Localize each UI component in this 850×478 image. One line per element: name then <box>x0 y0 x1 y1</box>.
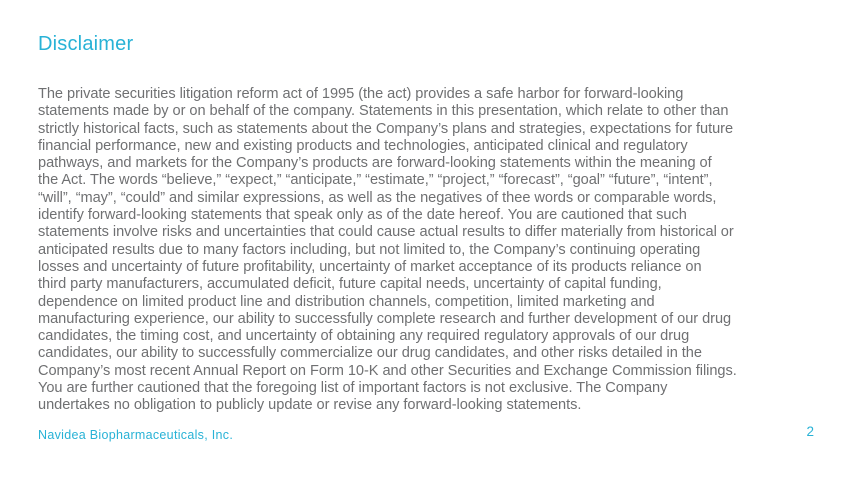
disclaimer-paragraph <box>38 86 832 415</box>
disclaimer-line: strictly historical facts, such as statements about the Company’s plans and strategies, expectations for future <box>38 120 734 137</box>
disclaimer-line: financial performance, new and existing products and technologies, anticipated clinical and regulatory <box>38 137 688 154</box>
page-number: 2 <box>806 424 814 439</box>
disclaimer-line: losses and uncertainty of future profitability, uncertainty of market acceptance of its products reliance on <box>38 258 702 275</box>
slide-title: Disclaimer <box>38 33 134 55</box>
disclaimer-line: statements made by or on behalf of the company. Statements in this presentation, which relate to other than <box>38 103 729 120</box>
disclaimer-line: identify forward-looking statements that speak only as of the date hereof. You are cautioned that such <box>38 207 687 224</box>
disclaimer-line: manufacturing experience, our ability to successfully complete research and further development of our drug <box>38 310 732 327</box>
disclaimer-line: undertakes no obligation to publicly update or revise any forward-looking statements. <box>38 397 582 414</box>
disclaimer-line: Company’s most recent Annual Report on Form 10-K and other Securities and Exchange Commission filings. <box>38 362 737 379</box>
disclaimer-line: the Act. The words “believe,” “expect,” “anticipate,” “estimate,” “project,” “forecast”, “goal” “future”, “intent”, <box>38 172 713 189</box>
disclaimer-line: anticipated results due to many factors including, but not limited to, the Company’s continuing operating <box>38 241 701 258</box>
footer-company-name: Navidea Biopharmaceuticals, Inc. <box>38 428 234 442</box>
disclaimer-line: candidates, the timing cost, and uncertainty of obtaining any required regulatory approvals of our drug <box>38 328 690 345</box>
disclaimer-line: pathways, and markets for the Company’s products are forward-looking statements within the meaning of <box>38 155 712 172</box>
disclaimer-line: You are further cautioned that the foregoing list of important factors is not exclusive. The Company <box>38 380 668 397</box>
disclaimer-line: candidates, our ability to successfully commercialize our drug candidates, and other risks detailed in the <box>38 345 702 362</box>
disclaimer-line: The private securities litigation reform act of 1995 (the act) provides a safe harbor for forward-looking <box>38 86 684 102</box>
disclaimer-line: third party manufacturers, accumulated deficit, future capital needs, uncertainty of capital funding, <box>38 276 662 293</box>
disclaimer-line: dependence on limited product line and distribution channels, competition, limited marketing and <box>38 293 655 310</box>
disclaimer-line: “will”, “may”, “could” and similar expressions, as well as the negatives of thee words or comparable words, <box>38 189 717 206</box>
disclaimer-line: statements involve risks and uncertainties that could cause actual results to differ materially from historical or <box>38 224 734 241</box>
